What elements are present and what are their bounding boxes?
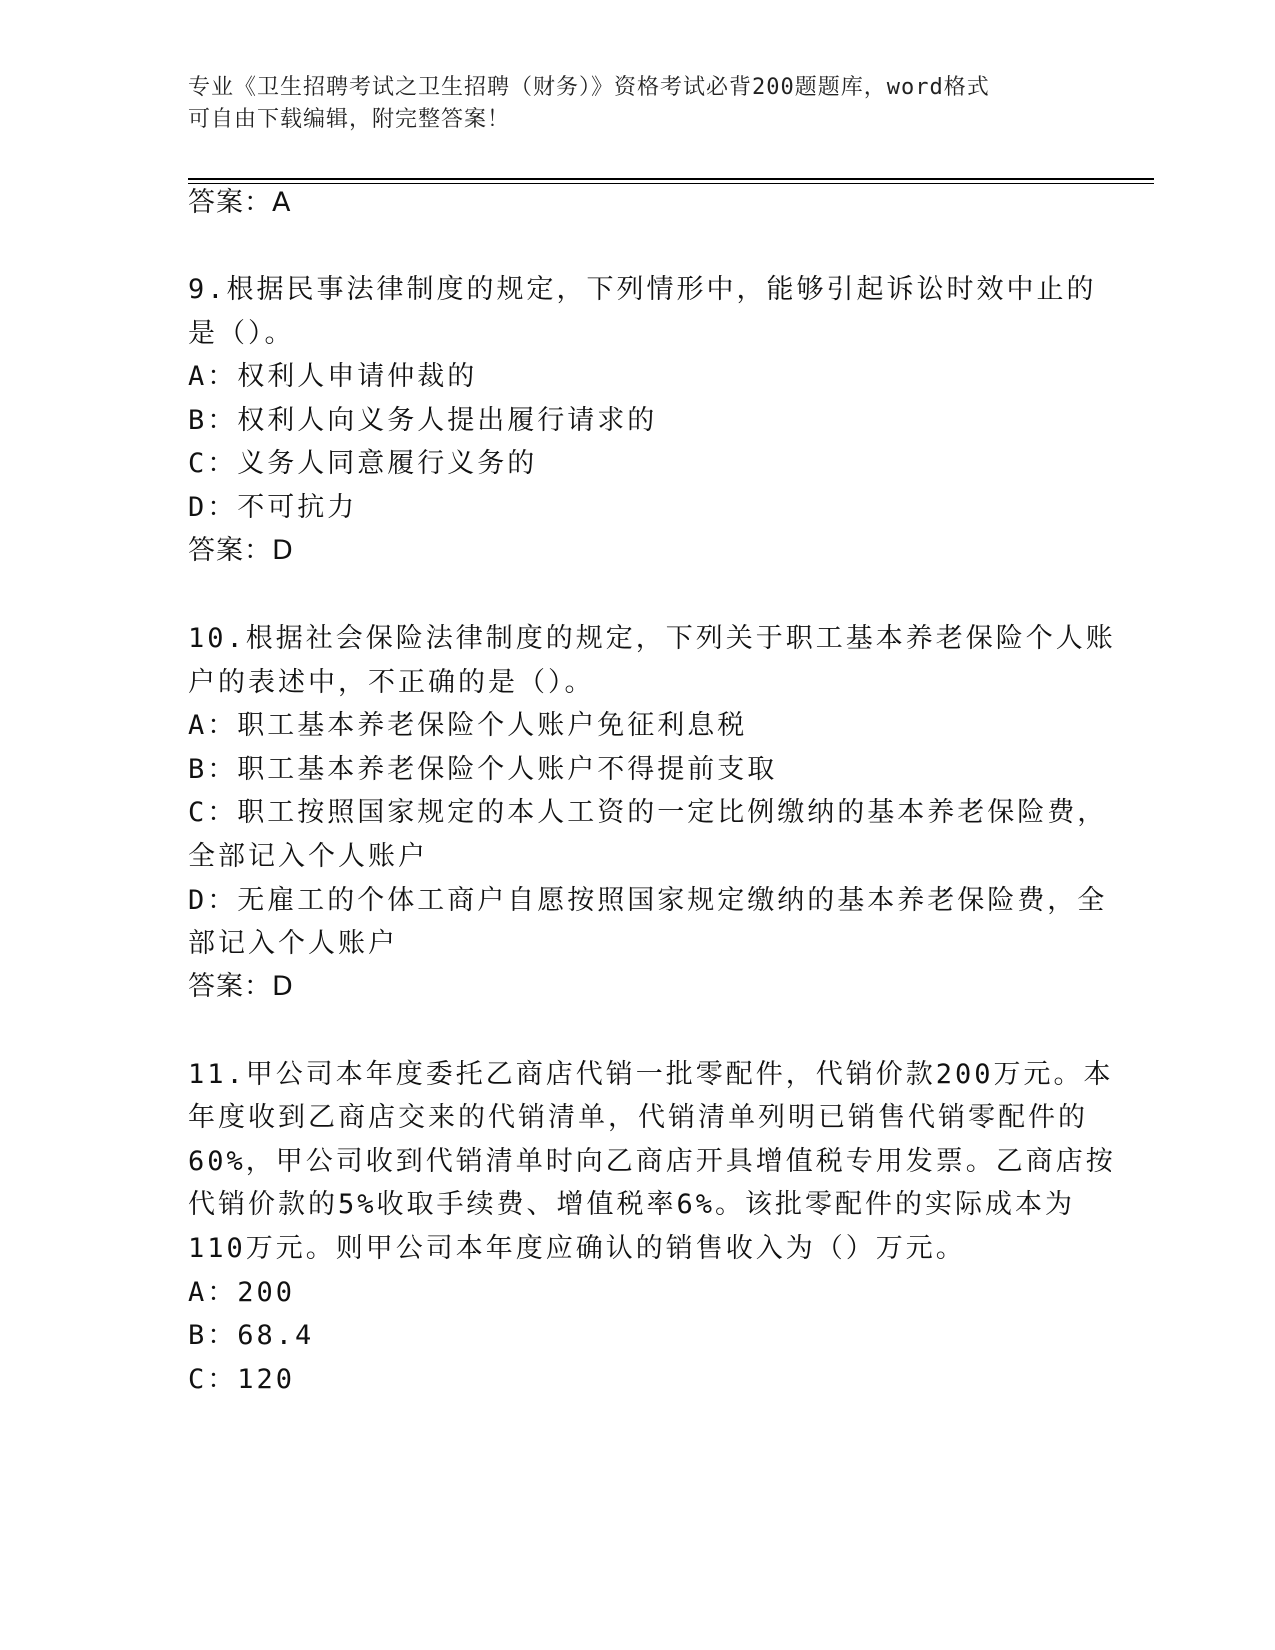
q9-option-a: A：权利人申请仲裁的 [188, 361, 478, 392]
q11-stem-line-3: 60%，甲公司收到代销清单时向乙商店开具增值税专用发票。乙商店按 [188, 1146, 1116, 1177]
q11-stem-line-4: 代销价款的5%收取手续费、增值税率6%。该批零配件的实际成本为 [188, 1189, 1076, 1220]
q10-option-d-line-1: D：无雇工的个体工商户自愿按照国家规定缴纳的基本养老保险费，全 [188, 885, 1108, 916]
document-header [188, 72, 1078, 136]
header-line-1: 专业《卫生招聘考试之卫生招聘（财务）》资格考试必背200题题库，word格式 [188, 75, 990, 100]
q11-stem-line-1: 11.甲公司本年度委托乙商店代销一批零配件，代销价款200万元。本 [188, 1059, 1114, 1090]
q10-option-d-line-2: 部记入个人账户 [188, 928, 398, 959]
header-line-2: 可自由下载编辑，附完整答案！ [188, 107, 511, 132]
q10-option-a: A：职工基本养老保险个人账户免征利息税 [188, 710, 748, 741]
q9-option-b: B：权利人向义务人提出履行请求的 [188, 405, 658, 436]
q11-option-b: B：68.4 [188, 1320, 315, 1351]
answer-previous-question: 答案：A [188, 187, 292, 218]
q10-stem-line-1: 10.根据社会保险法律制度的规定，下列关于职工基本养老保险个人账 [188, 623, 1116, 654]
header-divider-thin [188, 183, 1154, 184]
q10-option-c-line-2: 全部记入个人账户 [188, 841, 428, 872]
q10-stem-line-2: 户的表述中，不正确的是（）。 [188, 667, 595, 698]
q10-answer: 答案：D [188, 971, 294, 1002]
q9-option-d: D：不可抗力 [188, 492, 358, 523]
q10-option-c-line-1: C：职工按照国家规定的本人工资的一定比例缴纳的基本养老保险费， [188, 797, 1108, 828]
header-divider-thick [188, 178, 1154, 180]
q11-stem-line-5: 110万元。则甲公司本年度应确认的销售收入为（）万元。 [188, 1233, 966, 1264]
q9-answer: 答案：D [188, 535, 294, 566]
q11-option-c: C：120 [188, 1364, 296, 1395]
q10-option-b: B：职工基本养老保险个人账户不得提前支取 [188, 754, 778, 785]
q11-stem-line-2: 年度收到乙商店交来的代销清单，代销清单列明已销售代销零配件的 [188, 1102, 1088, 1133]
q9-stem-line-2: 是（）。 [188, 318, 295, 349]
q11-option-a: A：200 [188, 1277, 296, 1308]
q9-option-c: C：义务人同意履行义务的 [188, 448, 538, 479]
q9-stem-line-1: 9.根据民事法律制度的规定，下列情形中，能够引起诉讼时效中止的 [188, 274, 1097, 305]
